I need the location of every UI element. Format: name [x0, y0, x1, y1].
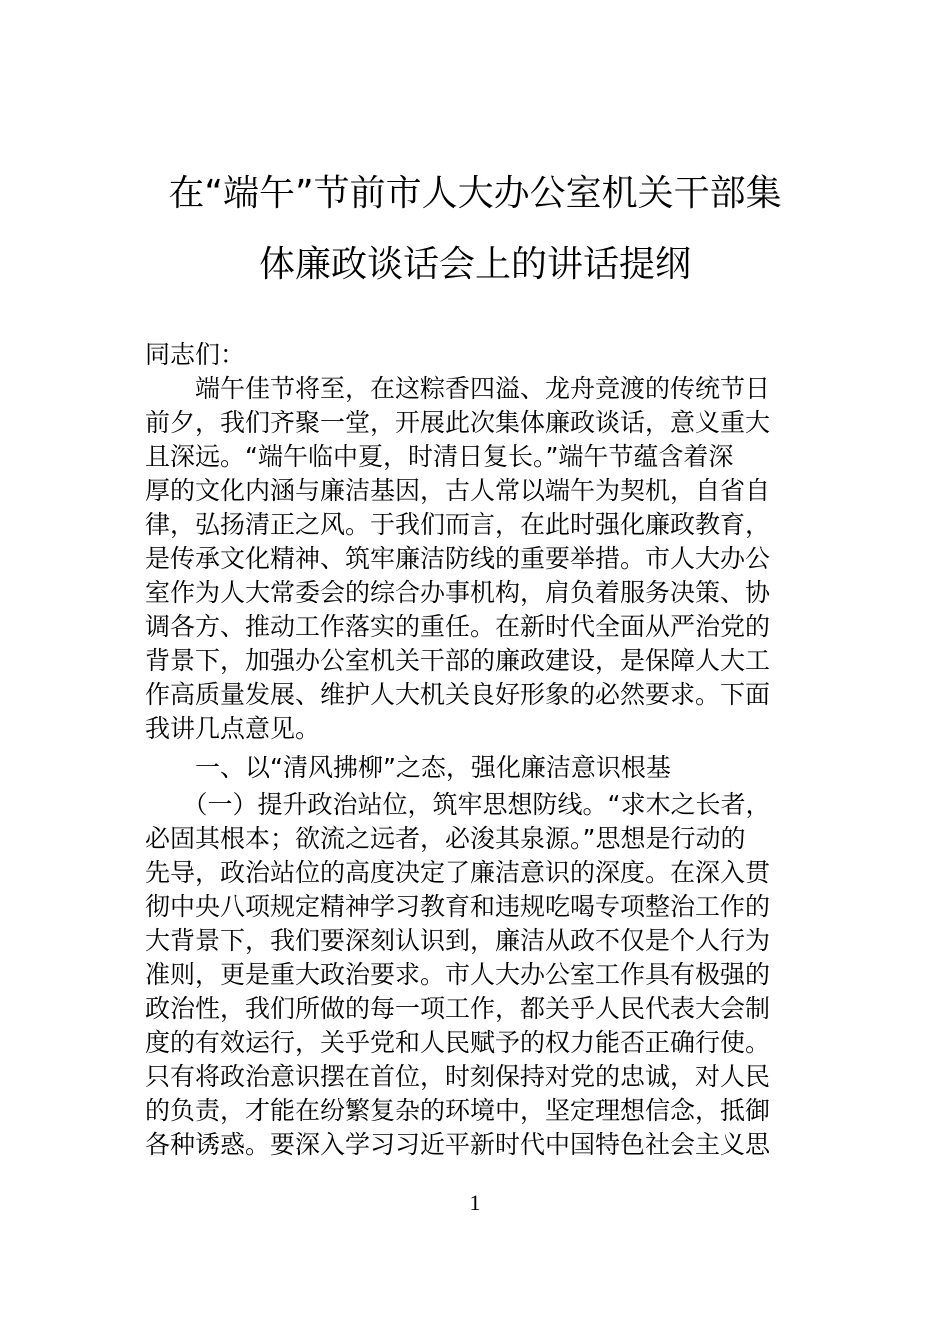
body-line-5: 律，弘扬清正之风。于我们而言，在此时强化廉政教育，: [145, 510, 771, 539]
salutation: 同志们：: [145, 340, 246, 369]
body-line-15: 先导，政治站位的高度决定了廉洁意识的深度。在深入贯: [145, 858, 771, 887]
body-line-17: 大背景下，我们要深刻认识到，廉洁从政不仅是个人行为: [145, 926, 771, 955]
body-line-20: 度的有效运行，关乎党和人民赋予的权力能否正确行使。: [145, 1028, 771, 1057]
body-line-18: 准则，更是重大政治要求。市人大办公室工作具有极强的: [145, 960, 771, 989]
document-title-line-1: 在“端午”节前市人大办公室机关干部集: [168, 173, 782, 214]
body-line-1: 端午佳节将至，在这粽香四溢、龙舟竞渡的传统节日: [145, 374, 771, 403]
body-line-16: 彻中央八项规定精神学习教育和违规吃喝专项整治工作的: [145, 892, 771, 921]
subsection-heading-1: （一）提升政治站位，筑牢思想防线。“求木之长者，: [145, 790, 771, 819]
document-title-line-2: 体廉政谈话会上的讲话提纲: [258, 244, 691, 285]
body-line-22: 的负责，才能在纷繁复杂的环境中，坚定理想信念，抵御: [145, 1096, 771, 1125]
body-line-10: 作高质量发展、维护人大机关良好形象的必然要求。下面: [145, 680, 771, 709]
body-line-6: 是传承文化精神、筑牢廉洁防线的重要举措。市人大办公: [145, 544, 771, 573]
body-line-21: 只有将政治意识摆在首位，时刻保持对党的忠诚，对人民: [145, 1062, 771, 1091]
body-line-3: 且深远。“端午临中夏，时清日复长。”端午节蕴含着深: [145, 442, 734, 471]
body-line-9: 背景下，加强办公室机关干部的廉政建设，是保障人大工: [145, 646, 771, 675]
body-line-19: 政治性，我们所做的每一项工作，都关乎人民代表大会制: [145, 994, 771, 1023]
page-number: 1: [469, 1190, 481, 1215]
body-line-11: 我讲几点意见。: [145, 714, 321, 743]
body-line-4: 厚的文化内涵与廉洁基因，古人常以端午为契机，自省自: [145, 476, 771, 505]
body-line-7: 室作为人大常委会的综合办事机构，肩负着服务决策、协: [145, 578, 771, 607]
body-line-23: 各种诱惑。要深入学习习近平新时代中国特色社会主义思: [145, 1130, 771, 1159]
body-line-8: 调各方、推动工作落实的重任。在新时代全面从严治党的: [145, 612, 771, 641]
body-line-2: 前夕，我们齐聚一堂，开展此次集体廉政谈话，意义重大: [145, 408, 771, 437]
body-line-14: 必固其根本；欲流之远者，必浚其泉源。”思想是行动的: [145, 824, 746, 853]
section-heading-1: 一、以“清风拂柳”之态，强化廉洁意识根基: [145, 753, 671, 782]
